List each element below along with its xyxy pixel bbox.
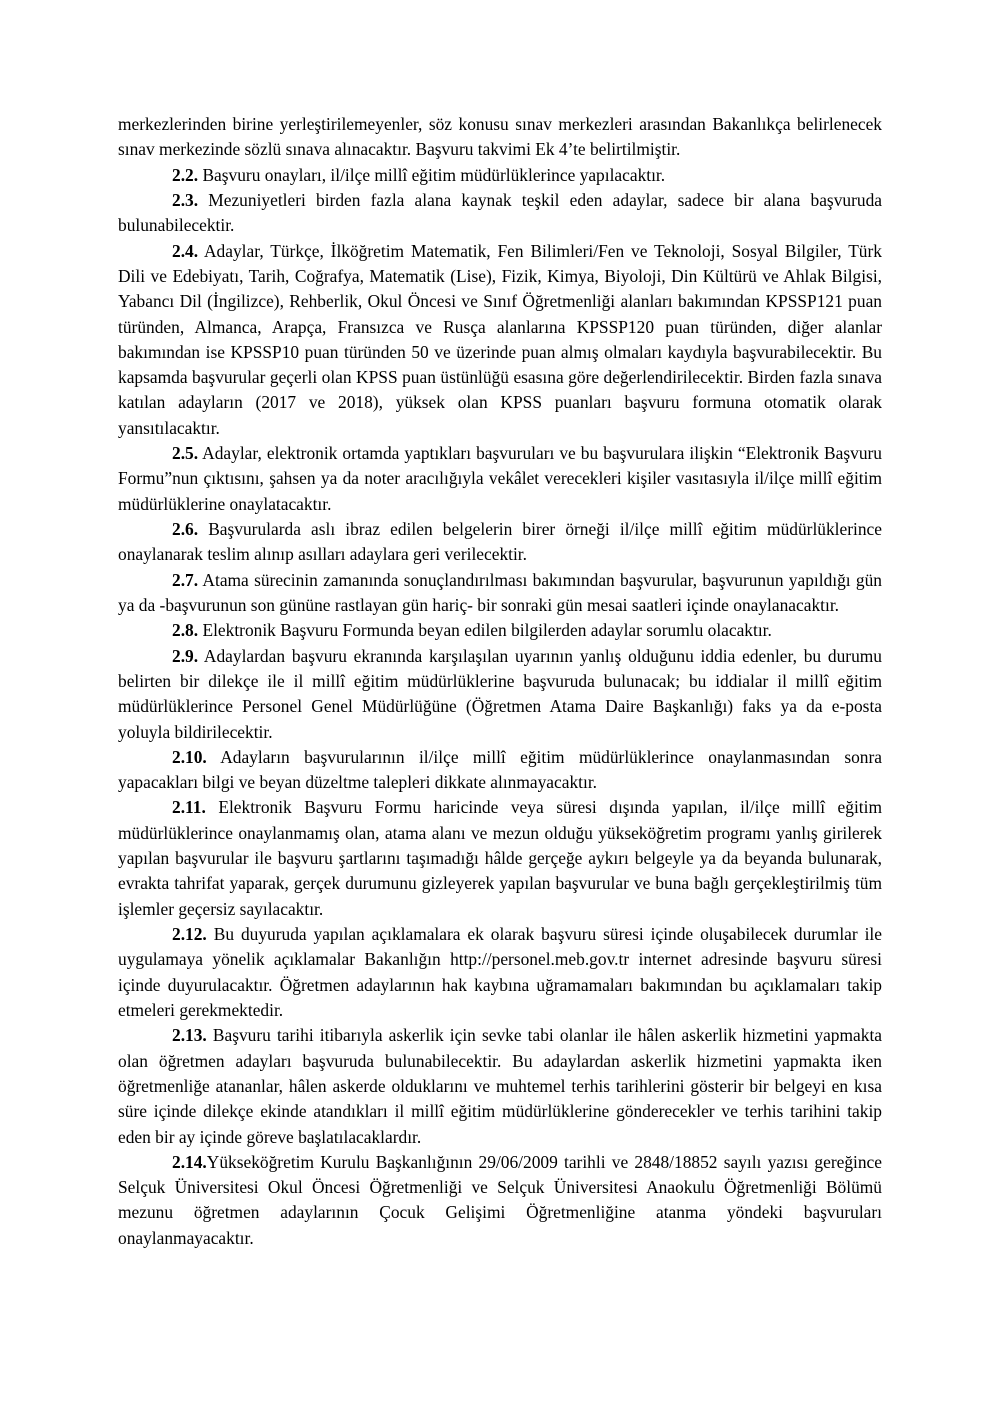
paragraph-text: Başvurularda aslı ibraz edilen belgelerin birer örneği il/ilçe millî eğitim müdürlüklerince onaylanarak teslim alınıp asılları adaylara geri verilecektir. — [118, 519, 882, 565]
paragraph-p2-10 — [118, 745, 882, 796]
document-body — [118, 112, 882, 1251]
paragraph-text: merkezlerinden birine yerleştirilemeyenler, söz konusu sınav merkezleri arasından Bakanlıkça belirlenecek sınav merkezinde sözlü sınava alınacaktır. Başvuru takvimi Ek 4’te belirtilmiştir. — [118, 114, 882, 160]
paragraph-number: 2.10. — [172, 746, 207, 767]
paragraph-p2-6 — [118, 517, 882, 568]
paragraph-number: 2.4. — [172, 240, 199, 261]
paragraph-lead — [118, 112, 882, 163]
paragraph-p2-12 — [118, 922, 882, 1023]
paragraph-number: 2.14. — [172, 1151, 207, 1172]
paragraph-number: 2.8. — [172, 620, 199, 641]
paragraph-p2-5 — [118, 441, 882, 517]
paragraph-text: Adaylardan başvuru ekranında karşılaşılan uyarının yanlış olduğunu iddia edenler, bu durumu belirten bir dilekçe ile il millî eğitim müdürlüklerine başvuruda bulunacak; bu iddialar il millî eğitim müdürlüklerince Personel Genel Müdürlüğüne (Öğretmen Atama Daire Başkanlığı) faks ya da e-posta yoluyla bildirilecektir. — [118, 645, 882, 742]
paragraph-number: 2.7. — [172, 569, 199, 590]
paragraph-number: 2.5. — [172, 443, 199, 464]
paragraph-p2-9 — [118, 644, 882, 745]
paragraph-number: 2.13. — [172, 1025, 207, 1046]
paragraph-text: Elektronik Başvuru Formunda beyan edilen bilgilerden adaylar sorumlu olacaktır. — [202, 620, 772, 641]
paragraph-p2-3 — [118, 188, 882, 239]
paragraph-number: 2.9. — [172, 645, 199, 666]
paragraph-number: 2.11. — [172, 797, 206, 818]
paragraph-text: Adaylar, elektronik ortamda yaptıkları başvuruları ve bu başvurulara ilişkin “Elektronik Başvuru Formu”nun çıktısını, şahsen ya da noter aracılığıyla vekâlet verecekleri kişiler vasıtasıyla il/ilçe millî eğitim müdürlüklerine onaylatacaktır. — [118, 443, 882, 514]
paragraph-p2-14 — [118, 1150, 882, 1251]
paragraph-number: 2.12. — [172, 924, 207, 944]
paragraph-text: Adayların başvurularının il/ilçe millî eğitim müdürlüklerince onaylanmasından sonra yapacakları bilgi ve beyan düzeltme talepleri dikkate alınmayacaktır. — [118, 746, 882, 793]
paragraph-text: Başvuru tarihi itibarıyla askerlik için sevke tabi olanlar ile hâlen askerlik hizmetini yapmakta olan öğretmen adayları başvuruda bulunabilecektir. Bu adaylardan askerlik hizmetini yapmakta iken öğretmenliğe atananlar, hâlen askerde olduklarını ve muhtemel terhis tarihlerini gösterir bir belgeyi en kısa süre içinde dilekçe ekinde atandıkları il millî eğitim müdürlüklerine gönderecekler ve terhis tarihini takip eden bir ay içinde göreve başlatılacaklardır. — [118, 1025, 882, 1147]
paragraph-p2-13 — [118, 1023, 882, 1150]
paragraph-text: Adaylar, Türkçe, İlköğretim Matematik, Fen Bilimleri/Fen ve Teknoloji, Sosyal Bilgiler, Türk Dili ve Edebiyatı, Tarih, Coğrafya, Matematik (Lise), Fizik, Kimya, Biyoloji, Din Kültürü ve Ahlak Bilgisi, Yabancı Dil (İngilizce), Rehberlik, Okul Öncesi ve Sınıf Öğretmenliği alanları bakımından KPSSP121 puan türünden, Almanca, Arapça, Fransızca ve Rusça alanlarına KPSSP120 puan türünden, diğer alanlar bakımından ise KPSSP10 puan türünden 50 ve üzerinde puan almış olmaları kaydıyla başvurabilecektir. Bu kapsamda başvurular geçerli olan KPSS puan üstünlüğü esasına göre değerlendirilecektir. Birden fazla sınava katılan adayların (2017 ve 2018), yüksek olan KPSS puanları başvuru formuna otomatik olarak yansıtılacaktır. — [118, 240, 882, 438]
paragraph-text: Atama sürecinin zamanında sonuçlandırılması bakımından başvurular, başvurunun yapıldığı gün ya da -başvurunun son gününe rastlayan gün hariç- bir sonraki gün mesai saatleri içinde onaylanacaktır. — [118, 569, 882, 615]
paragraph-number: 2.3. — [172, 189, 199, 210]
paragraph-number: 2.2. — [172, 164, 199, 185]
paragraph-p2-7 — [118, 568, 882, 619]
paragraph-text: Yükseköğretim Kurulu Başkanlığının 29/06/2009 tarihli ve 2848/18852 sayılı yazısı gereğince Selçuk Üniversitesi Okul Öncesi Öğretmenliği ve Selçuk Üniversitesi Anaokulu Öğretmenliği Bölümü mezunu öğretmen adaylarının Çocuk Gelişimi Öğretmenliğine atanma yöndeki başvuruları onaylanmayacaktır. — [118, 1151, 882, 1248]
paragraph-p2-8 — [118, 618, 882, 643]
paragraph-p2-2 — [118, 163, 882, 188]
paragraph-p2-11 — [118, 795, 882, 922]
paragraph-text: Elektronik Başvuru Formu haricinde veya süresi dışında yapılan, il/ilçe millî eğitim müdürlüklerince onaylanmamış olan, atama alanı ve mezun olduğu yükseköğretim programı yanlış girilerek yapılan başvurular ile başvuru şartlarını taşımadığı hâlde gerçeğe aykırı belgeyle ya da beyanda bulunarak, evrakta tahrifat yaparak, gerçek durumunu gizleyerek yapılan başvurular ve buna bağlı gerçekleştirilmiş tüm işlemler geçersiz sayılacaktır. — [118, 797, 882, 919]
paragraph-text: Mezuniyetleri birden fazla alana kaynak teşkil eden adaylar, sadece bir alana başvuruda bulunabilecektir. — [118, 189, 882, 236]
paragraph-number: 2.6. — [172, 519, 199, 539]
paragraph-p2-4 — [118, 239, 882, 442]
paragraph-text: Bu duyuruda yapılan açıklamalara ek olarak başvuru süresi içinde oluşabilecek durumlar ile uygulamaya yönelik açıklamalar Bakanlığın http://personel.meb.gov.tr internet adresinde başvuru süresi içinde duyurulacaktır. Öğretmen adaylarının hak kaybına uğramamaları bakımından bu açıklamaları takip etmeleri gerekmektedir. — [118, 924, 882, 1020]
paragraph-text: Başvuru onayları, il/ilçe millî eğitim müdürlüklerince yapılacaktır. — [202, 164, 666, 185]
